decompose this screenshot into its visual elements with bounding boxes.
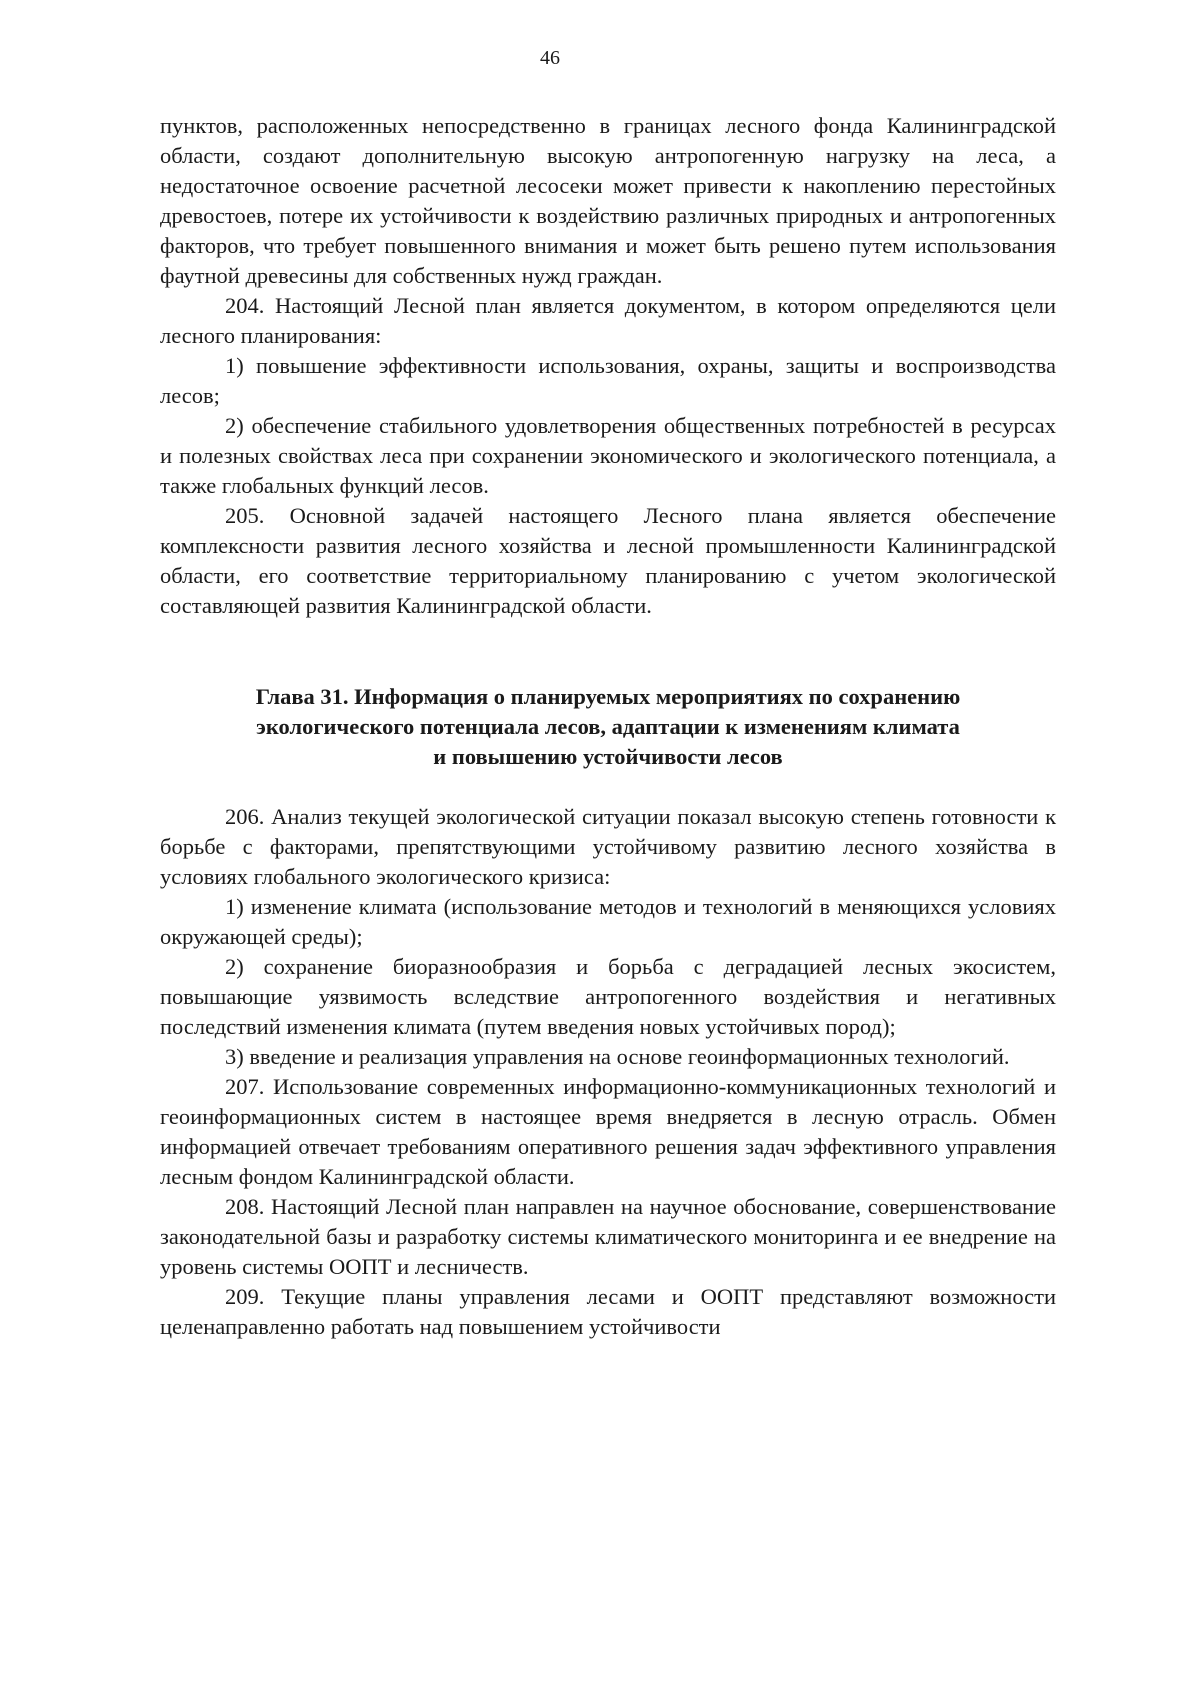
paragraph-continuation: пунктов, расположенных непосредственно в границах лесного фонда Калининградской области, создают дополнительную высокую антропогенную нагрузку на леса, а недостаточное освоение расчетной лесосеки может привести к накоплению перестойных древостоев, потере их устойчивости к воздействию различных природных и антропогенных факторов, что требует повышенного внимания и может быть решено путем использования фаутной древесины для собственных нужд граждан.: [160, 113, 1056, 288]
paragraph-206: 206. Анализ текущей экологической ситуации показал высокую степень готовности к борьбе с факторами, препятствующими устойчивому развитию лесного хозяйства в условиях глобального экологического кризиса:: [160, 804, 1056, 889]
list-item-206-3: 3) введение и реализация управления на основе геоинформационных технологий.: [225, 1044, 1010, 1069]
page-number: 46: [540, 47, 560, 69]
list-item-206-2: 2) сохранение биоразнообразия и борьба с деградацией лесных экосистем, повышающие уязвимость вследствие антропогенного воздействия и негативных последствий изменения климата (путем введения новых устойчивых пород);: [160, 954, 1056, 1039]
text-block-before-heading: [160, 111, 1056, 621]
paragraph-204: 204. Настоящий Лесной план является документом, в котором определяются цели лесного планирования:: [160, 293, 1056, 348]
chapter-heading-line-3: и повышению устойчивости лесов: [433, 744, 783, 769]
chapter-heading-line-1: Глава 31. Информация о планируемых мероприятиях по сохранению: [255, 684, 961, 709]
paragraph-205: 205. Основной задачей настоящего Лесного плана является обеспечение комплексности развития лесного хозяйства и лесной промышленности Калининградской области, его соответствие территориальному планированию с учетом экологической составляющей развития Калининградской области.: [160, 503, 1056, 618]
chapter-heading: [160, 682, 1056, 772]
list-item-206-1: 1) изменение климата (использование методов и технологий в меняющихся условиях окружающей среды);: [160, 894, 1056, 949]
list-item-204-1: 1) повышение эффективности использования, охраны, защиты и воспроизводства лесов;: [160, 353, 1056, 408]
chapter-heading-line-2: экологического потенциала лесов, адаптации к изменениям климата: [256, 714, 960, 739]
list-item-204-2: 2) обеспечение стабильного удовлетворения общественных потребностей в ресурсах и полезных свойствах леса при сохранении экономического и экологического потенциала, а также глобальных функций лесов.: [160, 413, 1056, 498]
paragraph-208: 208. Настоящий Лесной план направлен на научное обоснование, совершенствование законодательной базы и разработку системы климатического мониторинга и ее внедрение на уровень системы ООПТ и лесничеств.: [160, 1194, 1056, 1279]
text-block-after-heading: [160, 802, 1056, 1342]
paragraph-207: 207. Использование современных информационно-коммуникационных технологий и геоинформационных систем в настоящее время внедряется в лесную отрасль. Обмен информацией отвечает требованиям оперативного решения задач эффективного управления лесным фондом Калининградской области.: [160, 1074, 1056, 1189]
paragraph-209: 209. Текущие планы управления лесами и ООПТ представляют возможности целенаправленно работать над повышением устойчивости: [160, 1284, 1056, 1339]
